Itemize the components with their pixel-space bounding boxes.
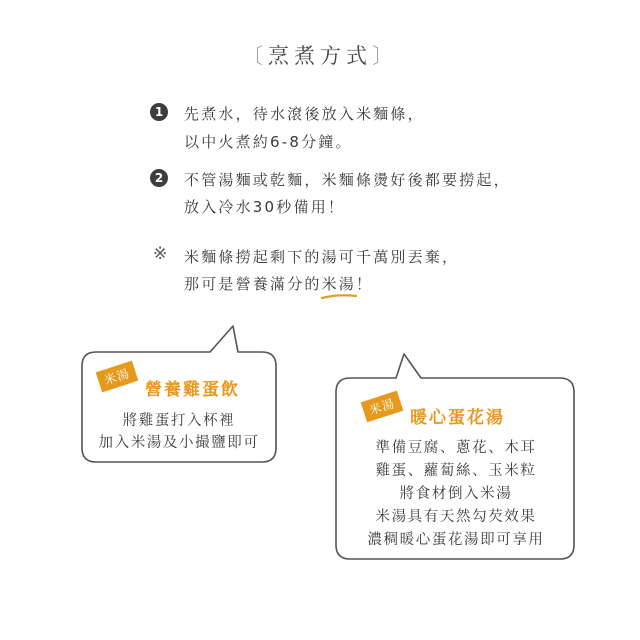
right-card-line-1: 準備豆腐、蔥花、木耳 — [375, 440, 537, 456]
step-2-line-1: 不管湯麵或乾麵，米麵條燙好後都要撈起， — [184, 171, 511, 189]
left-card-line-2: 加入米湯及小撮鹽即可 — [98, 435, 260, 451]
right-card-line-5: 濃稠暖心蛋花湯即可享用 — [367, 532, 545, 548]
note-mark: ※ — [153, 244, 168, 264]
right-card-line-4: 米湯具有天然勾芡效果 — [375, 509, 537, 525]
left-card-badge: 米湯 — [96, 361, 139, 393]
right-card-badge: 米湯 — [361, 391, 404, 423]
right-card-line-3: 將食材倒入米湯 — [399, 486, 513, 502]
right-card-line-2: 雞蛋、蘿蔔絲、玉米粒 — [375, 463, 537, 479]
note-line-2-before: 那可是營養滿分的 — [184, 275, 322, 293]
step-2-line-2: 放入冷水30秒備用！ — [184, 198, 346, 216]
left-card-title: 營養雞蛋飲 — [145, 380, 240, 400]
left-card-line-1: 將雞蛋打入杯裡 — [122, 413, 236, 429]
note-highlight-text: 米湯 — [321, 275, 357, 293]
step-2-number-badge: 2 — [150, 169, 168, 187]
step-1-line-2: 以中火煮約6-8分鐘。 — [184, 133, 353, 151]
step-1-line-1: 先煮水，待水滾後放入米麵條， — [184, 105, 425, 123]
title-bracket-right: 〕 — [372, 44, 398, 68]
title-bracket-left: 〔 — [242, 44, 268, 68]
right-card-title: 暖心蛋花湯 — [410, 408, 505, 428]
note-line-1: 米麵條撈起剩下的湯可千萬別丟棄， — [184, 248, 460, 266]
step-1-number-badge: 1 — [150, 103, 168, 121]
title-text: 烹煮方式 — [268, 44, 372, 68]
note-line-2-after: ！ — [356, 275, 374, 293]
